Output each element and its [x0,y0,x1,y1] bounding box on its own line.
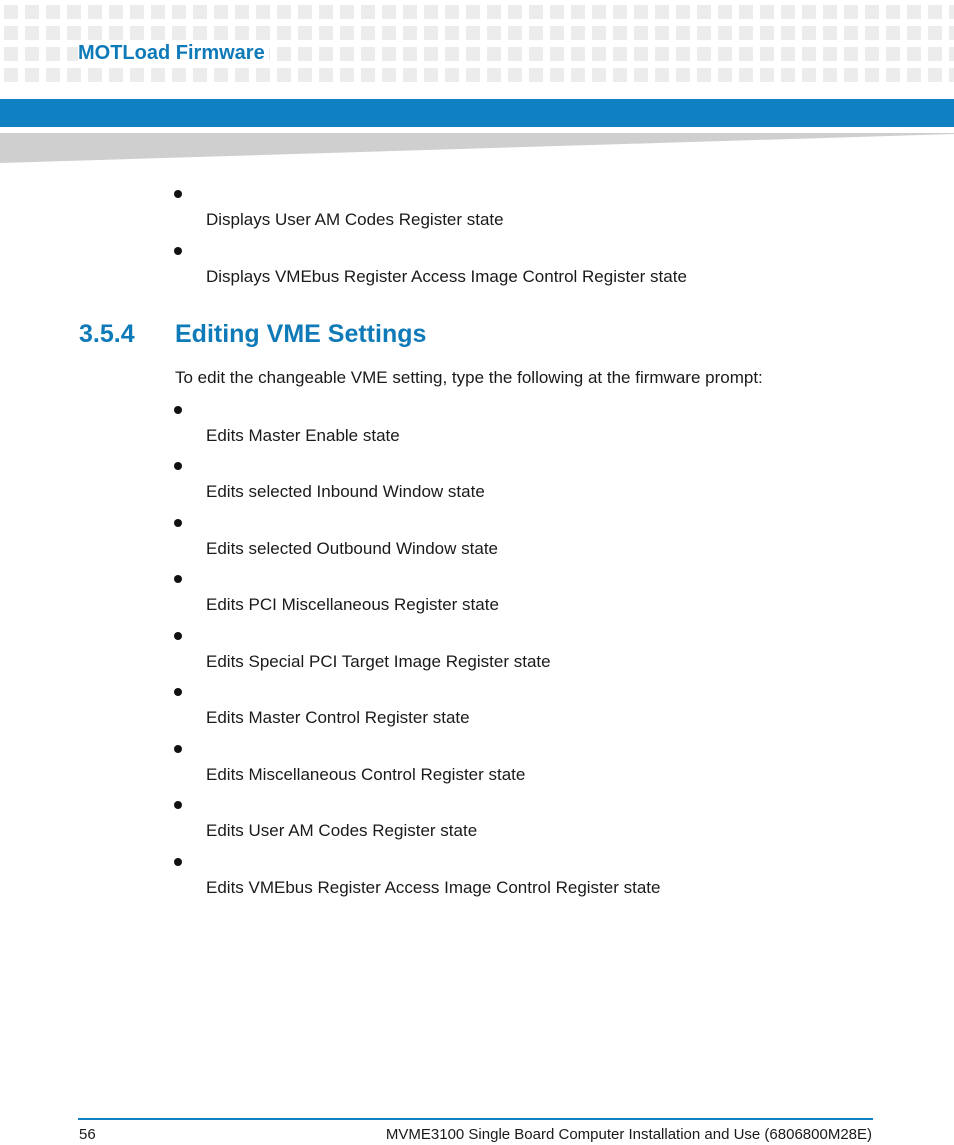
header-tile [382,5,396,19]
header-tile [529,26,543,40]
header-tile [508,5,522,19]
header-tile [256,5,270,19]
header-tile [718,26,732,40]
header-tile [46,26,60,40]
header-tile [172,26,186,40]
header-tile [781,5,795,19]
header-tile [25,47,39,61]
bullet-icon [174,406,182,414]
header-tile [88,5,102,19]
header-tile [67,5,81,19]
header-tile [949,26,954,40]
header-tile [886,5,900,19]
header-tile [928,68,942,82]
header-tile [403,47,417,61]
header-tile [235,5,249,19]
list-item-text: Edits Special PCI Target Image Register state [206,652,551,671]
header-tile [865,5,879,19]
header-tile [340,26,354,40]
header-tile [277,68,291,82]
header-tile [928,47,942,61]
header-tile [613,68,627,82]
header-tile [634,47,648,61]
section-heading [79,320,426,349]
running-header-section: MOTLoad Firmware [78,40,269,67]
header-tile [382,47,396,61]
header-tile [529,5,543,19]
header-tile [340,5,354,19]
header-tile [424,26,438,40]
header-tile [697,26,711,40]
header-tile [844,47,858,61]
header-tile [235,68,249,82]
header-tile [487,26,501,40]
header-tile [466,26,480,40]
header-tile [193,68,207,82]
header-tile [151,26,165,40]
header-tile [466,68,480,82]
header-tile [4,68,18,82]
header-tile [382,26,396,40]
header-tile [928,26,942,40]
header-tile [298,47,312,61]
header-tile [445,68,459,82]
header-tile [718,47,732,61]
header-tile [256,68,270,82]
header-tile [445,26,459,40]
header-tile [676,68,690,82]
header-tile [697,68,711,82]
header-tile [865,26,879,40]
header-tile [277,5,291,19]
header-tile [823,5,837,19]
header-tile [949,68,954,82]
header-tile [487,47,501,61]
header-tile [214,26,228,40]
bullet-icon [174,632,182,640]
header-tile [361,5,375,19]
header-tile [277,26,291,40]
header-tile [949,47,954,61]
header-tile [886,26,900,40]
header-tile [508,26,522,40]
header-tile [130,26,144,40]
footer-document-title: MVME3100 Single Board Computer Installation and Use (6806800M28E) [385,1126,872,1143]
header-tile [319,5,333,19]
header-tile [697,47,711,61]
header-tile [865,47,879,61]
header-tile [739,47,753,61]
header-tile [802,68,816,82]
header-tile [256,26,270,40]
header-tile [634,68,648,82]
header-tile [214,68,228,82]
header-tile [403,5,417,19]
header-tile [424,47,438,61]
header-tile [655,68,669,82]
bullet-icon [174,462,182,470]
list-item-text: Edits Master Control Register state [206,708,470,727]
header-tile [571,5,585,19]
header-tile [844,5,858,19]
list-item-text: Edits User AM Codes Register state [206,821,478,840]
header-tile [949,5,954,19]
bullet-icon [174,688,182,696]
header-tile [4,5,18,19]
header-tile [613,26,627,40]
header-tile [907,5,921,19]
header-tile [529,68,543,82]
header-tile [4,47,18,61]
header-tile [109,68,123,82]
header-tile [760,68,774,82]
header-tile [676,5,690,19]
header-tile [697,5,711,19]
header-tile [172,68,186,82]
header-grey-wedge [0,133,954,163]
list-item-text: Edits VMEbus Register Access Image Control Register state [206,878,661,897]
header-tile [193,5,207,19]
intro-paragraph: To edit the changeable VME setting, type the following at the firmware prompt: [175,368,763,387]
header-tile [886,47,900,61]
list-item-text: Edits Master Enable state [206,426,400,445]
header-tile [571,26,585,40]
header-tile [445,5,459,19]
header-tile [277,47,291,61]
header-tile [361,68,375,82]
header-tile [46,47,60,61]
header-tile [613,47,627,61]
header-tile [88,26,102,40]
header-tile [718,5,732,19]
bullet-icon [174,858,182,866]
header-tile [319,26,333,40]
header-tile [550,68,564,82]
bullet-icon [174,575,182,583]
header-tile [172,5,186,19]
header-tile [634,5,648,19]
header-tile [214,5,228,19]
header-tile [403,26,417,40]
header-tile [802,5,816,19]
header-tile [319,47,333,61]
header-tile [25,26,39,40]
header-tile [298,26,312,40]
header-tile [424,68,438,82]
header-tile [592,47,606,61]
header-tile [592,68,606,82]
header-tile [508,47,522,61]
bullet-icon [174,801,182,809]
header-tile [298,68,312,82]
header-tile [676,26,690,40]
header-tile [907,26,921,40]
header-tile [781,47,795,61]
header-tile [907,68,921,82]
header-tile [655,5,669,19]
section-title: Editing VME Settings [175,320,427,348]
header-tile [844,68,858,82]
bullet-icon [174,190,182,198]
header-tile [550,26,564,40]
header-tile [319,68,333,82]
bullet-icon [174,745,182,753]
header-tile [571,47,585,61]
header-tile [529,47,543,61]
header-tile [739,5,753,19]
header-tile [151,5,165,19]
header-tile [151,68,165,82]
header-tile [109,26,123,40]
header-tile [445,47,459,61]
header-tile [823,47,837,61]
list-item-text: Edits Miscellaneous Control Register state [206,765,526,784]
header-tile [25,68,39,82]
header-tile [340,68,354,82]
header-tile [613,5,627,19]
header-tile [886,68,900,82]
header-tile [235,26,249,40]
footer-rule [78,1118,873,1120]
header-tile [466,47,480,61]
header-tile [550,47,564,61]
header-tile [298,5,312,19]
header-tile [88,68,102,82]
header-tile [382,68,396,82]
header-tile [487,5,501,19]
section-number: 3.5.4 [79,320,135,348]
header-tile [130,68,144,82]
header-tile [4,26,18,40]
header-tile [823,26,837,40]
header-tile [760,26,774,40]
header-tile [46,68,60,82]
header-tile [844,26,858,40]
header-tile [361,47,375,61]
list-item-text: Displays VMEbus Register Access Image Control Register state [206,267,687,286]
list-item-text: Edits PCI Miscellaneous Register state [206,595,499,614]
header-tile [403,68,417,82]
header-tile [592,5,606,19]
header-blue-bar [0,99,954,127]
list-item-text: Edits selected Inbound Window state [206,482,485,501]
list-item-text: Displays User AM Codes Register state [206,210,504,229]
header-tile [550,5,564,19]
header-tile [67,68,81,82]
header-tile [193,26,207,40]
header-tile [634,26,648,40]
header-tile [802,47,816,61]
list-item-text: Edits selected Outbound Window state [206,539,498,558]
page-number: 56 [79,1126,96,1143]
header-tile [508,68,522,82]
header-tile [865,68,879,82]
header-tile [823,68,837,82]
header-tile [739,26,753,40]
header-tile [46,5,60,19]
bullet-icon [174,519,182,527]
header-tile [109,5,123,19]
header-tile [487,68,501,82]
header-tile [424,5,438,19]
header-tile [655,26,669,40]
header-tile [928,5,942,19]
header-tile [907,47,921,61]
header-tile [655,47,669,61]
header-tile [802,26,816,40]
bullet-icon [174,247,182,255]
header-tile [340,47,354,61]
header-tile [676,47,690,61]
header-tile [781,26,795,40]
header-tile [760,47,774,61]
header-tile [361,26,375,40]
header-tile [130,5,144,19]
header-tile [25,5,39,19]
header-tile [760,5,774,19]
header-tile [571,68,585,82]
header-tile [67,26,81,40]
header-tile [781,68,795,82]
header-tile [718,68,732,82]
header-tile [466,5,480,19]
header-tile [739,68,753,82]
header-tile [592,26,606,40]
